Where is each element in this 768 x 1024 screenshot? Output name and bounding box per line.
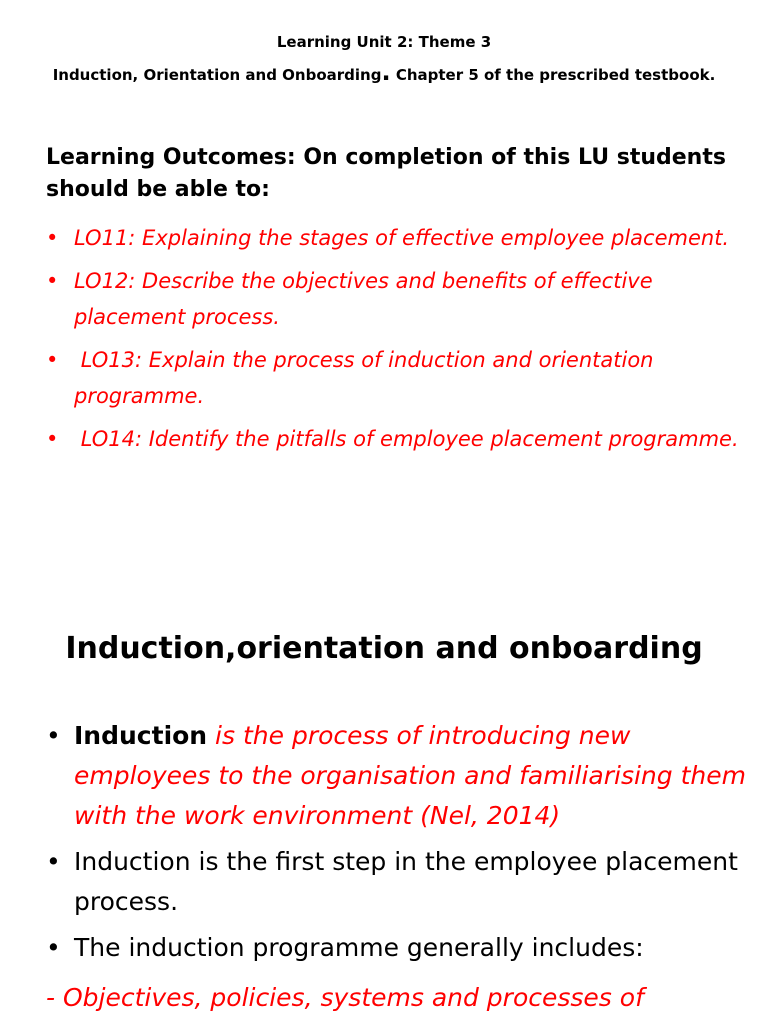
- lo13-text: LO13: Explain the process of induction and orientation programme.: [74, 348, 661, 408]
- bullet-icon: •: [46, 226, 59, 250]
- list-item-lo11: [46, 220, 746, 256]
- lo11-text: LO11: Explaining the stages of effective employee placement.: [74, 226, 730, 250]
- learning-outcomes-heading: Learning Outcomes: On completion of this LU students should be able to:: [46, 145, 726, 202]
- induction-term: Induction: [74, 721, 208, 750]
- list-item-first-step: [46, 842, 746, 922]
- chapter-heading-rest: Chapter 5 of the prescribed testbook.: [390, 66, 716, 84]
- chapter-heading-main: Induction, Orientation and Onboarding: [52, 66, 382, 84]
- list-item-lo14: [46, 421, 746, 457]
- slide-title: Induction,orientation and onboarding: [65, 631, 703, 666]
- lo14-text: LO14: Identify the pitfalls of employee placement programme.: [74, 427, 739, 451]
- bullet-icon: •: [46, 348, 59, 372]
- slide-induction: [0, 576, 768, 1024]
- bullet-icon: •: [46, 269, 59, 293]
- first-step-text: Induction is the first step in the employee placement process.: [74, 847, 738, 916]
- list-item-lo13: [46, 342, 746, 414]
- dash-list-item: - Objectives, policies, systems and processes of: [46, 983, 644, 1012]
- bullet-icon: •: [46, 427, 59, 451]
- chapter-heading: [0, 58, 768, 86]
- bullet-icon: •: [46, 847, 61, 876]
- learning-outcomes-list: [46, 220, 746, 464]
- list-item-programme-includes: [46, 928, 746, 968]
- programme-includes-text: The induction programme generally includes:: [74, 933, 644, 962]
- unit-theme-heading: Learning Unit 2: Theme 3: [276, 33, 492, 51]
- induction-definition: is the process of introducing new employees to the organisation and familiarising them with the work environment (Nel, 2014): [74, 721, 746, 830]
- bullet-icon: •: [46, 933, 61, 962]
- list-item-induction-definition: [46, 716, 746, 836]
- chapter-heading-dot: .: [381, 58, 391, 86]
- induction-bullet-list: [46, 716, 746, 974]
- lo12-text: LO12: Describe the objectives and benefits of effective placement process.: [74, 269, 653, 329]
- list-item-lo12: [46, 263, 746, 335]
- bullet-icon: •: [46, 721, 61, 750]
